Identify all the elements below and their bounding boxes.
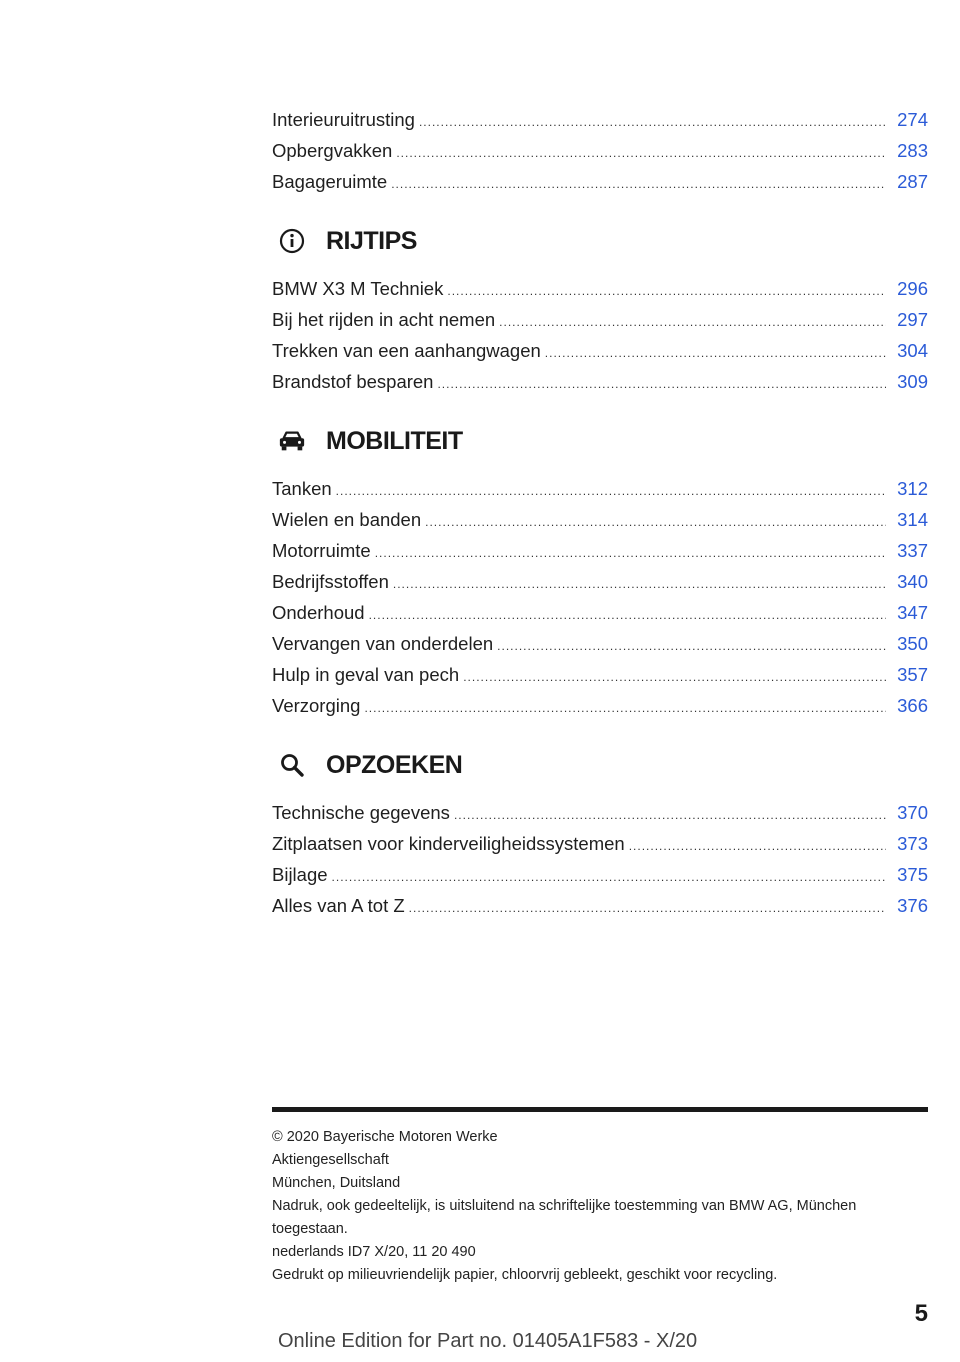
company-line: Aktiengesellschaft — [272, 1152, 389, 1168]
toc-entry-label: BMW X3 M Techniek — [272, 278, 444, 299]
toc-page-link[interactable]: 309 — [897, 371, 928, 392]
toc-entry[interactable] — [272, 535, 928, 566]
toc-page-link[interactable]: 296 — [897, 278, 928, 299]
toc-entry[interactable] — [272, 797, 928, 828]
toc-entry[interactable] — [272, 273, 928, 304]
dot-leader — [499, 307, 886, 338]
toc-page-link[interactable]: 375 — [897, 864, 928, 885]
toc-entry[interactable] — [272, 690, 928, 721]
table-of-contents — [272, 104, 928, 921]
toc-page-link[interactable]: 312 — [897, 478, 928, 499]
toc-entry-label: Brandstof besparen — [272, 371, 434, 392]
toc-page-link[interactable]: 376 — [897, 895, 928, 916]
dot-leader — [545, 338, 886, 369]
toc-entry[interactable] — [272, 566, 928, 597]
search-icon — [278, 751, 306, 779]
toc-entry[interactable] — [272, 304, 928, 335]
toc-entry[interactable] — [272, 366, 928, 397]
toc-entry-label: Motorruimte — [272, 540, 371, 561]
section-title: OPZOEKEN — [326, 750, 463, 779]
toc-entry-label: Trekken van een aanhangwagen — [272, 340, 541, 361]
toc-entry[interactable] — [272, 335, 928, 366]
toc-entry-label: Zitplaatsen voor kinderveiligheidssystemen — [272, 833, 625, 854]
section-title: MOBILITEIT — [326, 426, 463, 455]
toc-entry[interactable] — [272, 659, 928, 690]
toc-entry-label: Bij het rijden in acht nemen — [272, 309, 496, 330]
toc-entry-label: Vervangen van onderdelen — [272, 633, 494, 654]
toc-page-link[interactable]: 337 — [897, 540, 928, 561]
section-heading-mobiliteit — [272, 413, 928, 469]
toc-page-link[interactable]: 304 — [897, 340, 928, 361]
toc-page-link[interactable]: 283 — [897, 140, 928, 161]
toc-entry-label: Bagageruimte — [272, 171, 388, 192]
dot-leader — [336, 476, 886, 507]
toc-entry[interactable] — [272, 628, 928, 659]
dot-leader — [463, 662, 886, 693]
toc-entry-label: Wielen en banden — [272, 509, 422, 530]
toc-entry-label: Bedrijfsstoffen — [272, 571, 389, 592]
car-icon — [278, 427, 306, 455]
dot-leader — [629, 831, 886, 862]
toc-entry[interactable] — [272, 166, 928, 197]
toc-entry[interactable] — [272, 828, 928, 859]
dot-leader — [393, 569, 886, 600]
section-heading-opzoeken — [272, 737, 928, 793]
dot-leader — [396, 138, 886, 169]
toc-entry[interactable] — [272, 859, 928, 890]
dot-leader — [332, 862, 886, 893]
location-line: München, Duitsland — [272, 1175, 401, 1191]
divider-rule — [272, 1107, 928, 1112]
info-icon — [278, 227, 306, 255]
toc-entry-label: Onderhoud — [272, 602, 365, 623]
dot-leader — [419, 107, 886, 138]
toc-entry[interactable] — [272, 473, 928, 504]
toc-entry[interactable] — [272, 504, 928, 535]
toc-entry[interactable] — [272, 104, 928, 135]
recycling-notice: Gedrukt op milieuvriendelijk papier, chloorvrij gebleekt, geschikt voor recycling. — [272, 1267, 778, 1283]
toc-entry-label: Hulp in geval van pech — [272, 664, 460, 685]
page-number: 5 — [914, 1300, 928, 1327]
toc-entry-label: Tanken — [272, 478, 332, 499]
toc-page-link[interactable]: 370 — [897, 802, 928, 823]
dot-leader — [425, 507, 886, 538]
reprint-notice: Nadruk, ook gedeeltelijk, is uitsluitend na schriftelijke toestemming van BMW AG, München toegestaan. — [272, 1198, 857, 1237]
toc-page-link[interactable]: 350 — [897, 633, 928, 654]
toc-page-link[interactable]: 373 — [897, 833, 928, 854]
toc-page-link[interactable]: 347 — [897, 602, 928, 623]
toc-page-link[interactable]: 287 — [897, 171, 928, 192]
toc-page-link[interactable]: 366 — [897, 695, 928, 716]
dot-leader — [364, 693, 886, 724]
toc-entry-label: Interieuruitrusting — [272, 109, 415, 130]
toc-page-link[interactable]: 357 — [897, 664, 928, 685]
toc-entry[interactable] — [272, 890, 928, 921]
section-title: RIJTIPS — [326, 226, 417, 255]
dot-leader — [369, 600, 886, 631]
toc-page-link[interactable]: 274 — [897, 109, 928, 130]
toc-entry[interactable] — [272, 597, 928, 628]
dot-leader — [437, 369, 886, 400]
dot-leader — [375, 538, 886, 569]
dot-leader — [497, 631, 886, 662]
dot-leader — [409, 893, 886, 924]
toc-entry-label: Technische gegevens — [272, 802, 450, 823]
toc-page-link[interactable]: 340 — [897, 571, 928, 592]
toc-page-link[interactable]: 314 — [897, 509, 928, 530]
edition-line: nederlands ID7 X/20, 11 20 490 — [272, 1244, 476, 1260]
toc-entry-label: Opbergvakken — [272, 140, 393, 161]
dot-leader — [447, 276, 886, 307]
copyright-line: © 2020 Bayerische Motoren Werke — [272, 1129, 498, 1145]
dot-leader — [454, 800, 886, 831]
toc-entry-label: Verzorging — [272, 695, 361, 716]
online-edition-footer: Online Edition for Part no. 01405A1F583 - X/20 — [278, 1330, 698, 1352]
imprint-block — [272, 1126, 928, 1287]
section-heading-rijtips — [272, 213, 928, 269]
dot-leader — [391, 169, 886, 200]
toc-page-link[interactable]: 297 — [897, 309, 928, 330]
toc-entry[interactable] — [272, 135, 928, 166]
toc-entry-label: Alles van A tot Z — [272, 895, 405, 916]
toc-entry-label: Bijlage — [272, 864, 328, 885]
